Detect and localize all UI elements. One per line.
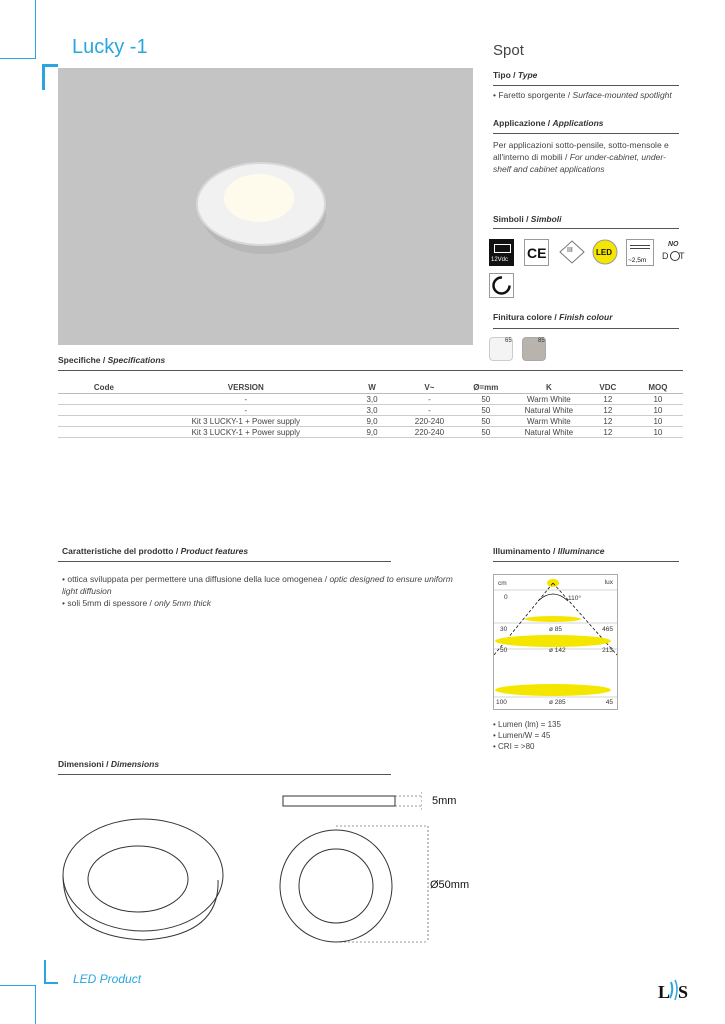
corner-bracket xyxy=(42,64,45,90)
cell: Natural White xyxy=(515,405,583,416)
col-vdc: VDC xyxy=(583,382,633,394)
simboli-heading: Simboli / Simboli xyxy=(493,214,562,224)
feature-2: • soli 5mm di spessore / only 5mm thick xyxy=(62,598,211,608)
features-heading: Caratteristiche del prodotto / Product features xyxy=(62,546,249,556)
row-50-lux: 213 xyxy=(602,647,613,654)
cell: 12 xyxy=(583,405,633,416)
cell: 12 xyxy=(583,416,633,427)
cell: 9,0 xyxy=(342,427,403,438)
dimmable-icon xyxy=(489,273,514,298)
row-30-dia: ø 85 xyxy=(549,626,563,633)
thickness-label: 5mm xyxy=(432,795,457,807)
table-row xyxy=(58,416,683,427)
spotlight-image xyxy=(58,68,473,345)
row-50-dia: ø 142 xyxy=(549,647,566,654)
row-0-cm: 0 xyxy=(504,594,508,601)
no-dot-icon: NO D T xyxy=(662,239,687,266)
dimensions-rule xyxy=(58,774,391,775)
specifiche-rule xyxy=(58,370,683,371)
cell: - xyxy=(402,405,456,416)
row-100-dia: ø 285 xyxy=(549,699,566,706)
col-v: V~ xyxy=(402,382,456,394)
12vdc-icon: 12Vdc xyxy=(489,239,514,266)
col-w: W xyxy=(342,382,403,394)
crop-mark-top-h xyxy=(0,58,36,59)
swatch-white: 65 xyxy=(489,337,513,361)
crop-mark-bottom-h xyxy=(0,985,36,986)
features-rule xyxy=(58,561,391,562)
tipo-heading: Tipo / Type xyxy=(493,70,538,80)
cell xyxy=(58,427,150,438)
footer-bracket xyxy=(44,960,46,984)
dimension-drawing-top xyxy=(278,818,438,968)
cell: 10 xyxy=(633,427,683,438)
ce-mark-icon: CE xyxy=(524,239,549,266)
tipo-text: • Faretto sporgente / Surface-mounted spotlight xyxy=(493,90,672,100)
cell: 50 xyxy=(457,427,515,438)
cell: Warm White xyxy=(515,416,583,427)
efficacy-stat: • Lumen/W = 45 xyxy=(493,731,551,740)
simboli-rule xyxy=(493,228,679,229)
row-100-lux: 45 xyxy=(605,699,613,706)
cell: 10 xyxy=(633,405,683,416)
cell: 50 xyxy=(457,416,515,427)
dimension-drawing-side xyxy=(282,792,422,812)
cell: - xyxy=(150,405,342,416)
table-row xyxy=(58,394,683,405)
cell xyxy=(58,416,150,427)
table-row xyxy=(58,427,683,438)
corner-bracket-h xyxy=(42,64,58,67)
cell: 12 xyxy=(583,394,633,405)
col-version: VERSION xyxy=(150,382,342,394)
crop-mark-top xyxy=(35,0,36,58)
cell: Natural White xyxy=(515,427,583,438)
row-30-lux: 465 xyxy=(602,626,613,633)
product-photo xyxy=(58,68,473,345)
applicazione-heading: Applicazione / Applications xyxy=(493,118,604,128)
footer-bracket-h xyxy=(44,982,58,984)
beam-angle: 110° xyxy=(568,595,581,602)
table-header-row xyxy=(58,382,683,394)
row-100-cm: 100 xyxy=(496,699,507,706)
footer-label: LED Product xyxy=(73,972,142,986)
cable-length-icon: ~2,5m xyxy=(626,239,654,266)
swatch-silver: 85 xyxy=(522,337,546,361)
tipo-rule xyxy=(493,85,679,86)
dimensions-heading: Dimensioni / Dimensions xyxy=(58,759,160,769)
cell: 50 xyxy=(457,394,515,405)
cell: 10 xyxy=(633,416,683,427)
applicazione-text: Per applicazioni sotto-pensile, sotto-mensole e all'interno di mobili / For under-cabinet, under-shelf and cabinet applications xyxy=(493,140,669,174)
cell: 50 xyxy=(457,405,515,416)
class-iii-icon: III xyxy=(558,239,586,266)
led-icon: LED xyxy=(592,239,620,266)
cell: - xyxy=(402,394,456,405)
illuminance-rule xyxy=(493,561,679,562)
cell: 3,0 xyxy=(342,394,403,405)
cell xyxy=(58,405,150,416)
finitura-rule xyxy=(493,328,679,329)
product-category: Spot xyxy=(493,42,524,59)
cell xyxy=(58,394,150,405)
cell: 9,0 xyxy=(342,416,403,427)
cell: 220-240 xyxy=(402,416,456,427)
crop-mark-bottom xyxy=(35,985,36,1024)
row-50-cm: 50 xyxy=(500,647,508,654)
row-30-cm: 30 xyxy=(500,626,508,633)
product-title: Lucky -1 xyxy=(72,36,148,58)
illuminance-diagram xyxy=(493,574,618,710)
svg-text:L: L xyxy=(658,982,671,1002)
cell: 3,0 xyxy=(342,405,403,416)
illuminance-heading: Illuminamento / Illuminance xyxy=(493,546,605,556)
feature-1: • ottica sviluppata per permettere una diffusione della luce omogenea / optic designed to ensure uniform light diffusion xyxy=(62,574,453,596)
cell: Kit 3 LUCKY-1 + Power supply xyxy=(150,427,342,438)
applicazione-rule xyxy=(493,133,679,134)
cri-stat: • CRI = >80 xyxy=(493,742,535,751)
cell: 10 xyxy=(633,394,683,405)
dimension-drawing-perspective xyxy=(58,800,228,950)
spec-table xyxy=(58,382,683,438)
table-row xyxy=(58,405,683,416)
cell: Kit 3 LUCKY-1 + Power supply xyxy=(150,416,342,427)
diameter-label: Ø50mm xyxy=(430,879,470,891)
unit-cm: cm xyxy=(498,580,507,587)
col-moq: MOQ xyxy=(633,382,683,394)
cell: 220-240 xyxy=(402,427,456,438)
specifiche-heading: Specifiche / Specifications xyxy=(58,355,166,365)
finitura-heading: Finitura colore / Finish colour xyxy=(493,312,613,322)
col-k: K xyxy=(515,382,583,394)
unit-lux: lux xyxy=(604,579,613,586)
col-diameter: Ø=mm xyxy=(457,382,515,394)
col-code: Code xyxy=(58,382,150,394)
cell: 12 xyxy=(583,427,633,438)
brand-logo xyxy=(656,978,698,1002)
svg-text:S: S xyxy=(678,982,689,1002)
cell: Warm White xyxy=(515,394,583,405)
cell: - xyxy=(150,394,342,405)
lumen-stat: • Lumen (lm) = 135 xyxy=(493,720,561,729)
